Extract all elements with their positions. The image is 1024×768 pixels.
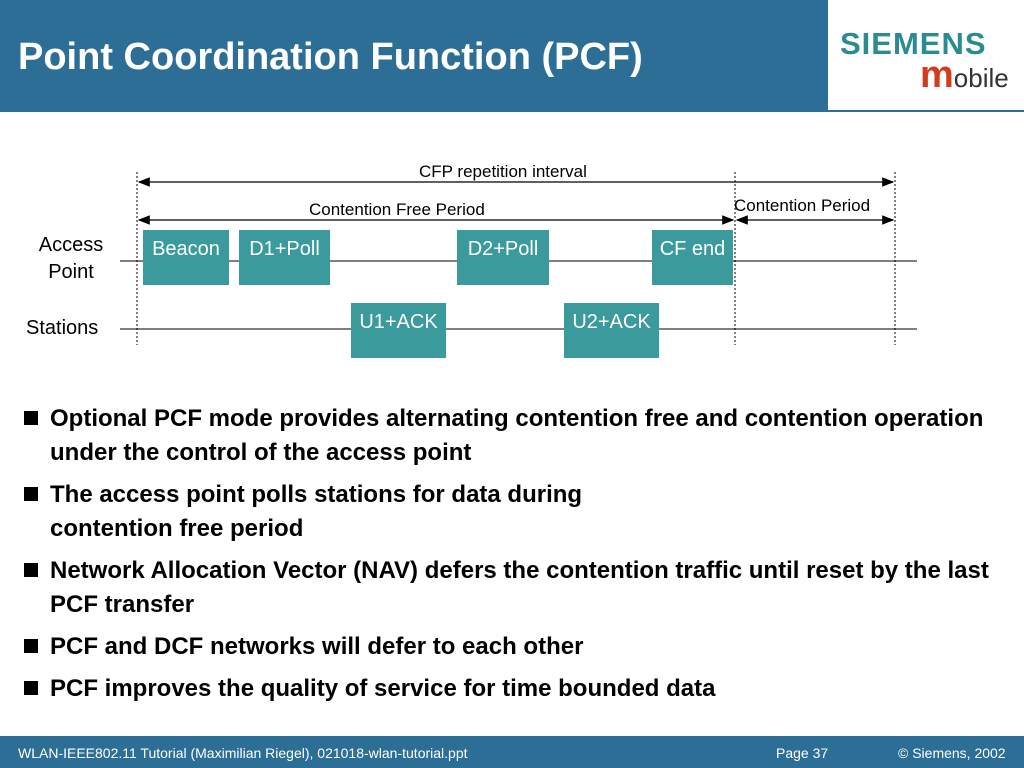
logo-mobile-initial: m bbox=[920, 54, 954, 96]
bullet-square-icon bbox=[24, 639, 38, 653]
bullet-item bbox=[24, 554, 1014, 622]
bullet-square-icon bbox=[24, 487, 38, 501]
bullet-list bbox=[24, 402, 1014, 714]
stations-label: Stations bbox=[26, 317, 99, 339]
bullet-item bbox=[24, 630, 1014, 664]
pcf-timing-diagram bbox=[0, 150, 1024, 370]
bullet-text: PCF improves the quality of service for time bounded data bbox=[50, 675, 716, 702]
beacon-frame: Beacon bbox=[143, 230, 229, 285]
cfp-repetition-label: CFP repetition interval bbox=[419, 162, 587, 181]
contention-free-period-label: Contention Free Period bbox=[309, 200, 485, 219]
bullet-item bbox=[24, 672, 1014, 706]
logo-mobile-rest: obile bbox=[953, 63, 1009, 93]
access-point-label-text: Access Point bbox=[38, 234, 104, 283]
bullet-item bbox=[24, 478, 1014, 546]
cf-end-frame: CF end bbox=[652, 230, 733, 285]
contention-period-label: Contention Period bbox=[734, 196, 871, 215]
d2-poll-frame: D2+Poll bbox=[457, 230, 549, 285]
bullet-text: Optional PCF mode provides alternating contention free and contention operation under the control of the access point bbox=[50, 405, 984, 466]
bullet-square-icon bbox=[24, 411, 38, 425]
footer-page-number: Page 37 bbox=[776, 745, 829, 761]
bullet-text: Network Allocation Vector (NAV) defers the contention traffic until reset by the last PCF transfer bbox=[50, 557, 989, 618]
bullet-square-icon bbox=[24, 681, 38, 695]
logo-mobile-text bbox=[920, 56, 1009, 94]
u1-ack-frame: U1+ACK bbox=[351, 303, 446, 358]
d1-poll-frame: D1+Poll bbox=[239, 230, 330, 285]
footer-document-info: WLAN-IEEE802.11 Tutorial (Maximilian Riegel), 021018-wlan-tutorial.ppt bbox=[18, 745, 468, 761]
bullet-item bbox=[24, 402, 1014, 470]
access-point-label bbox=[28, 232, 114, 286]
slide-header bbox=[0, 0, 828, 110]
slide-footer bbox=[0, 736, 1024, 768]
bullet-text: PCF and DCF networks will defer to each other bbox=[50, 633, 584, 660]
header-rule bbox=[0, 110, 1024, 112]
siemens-mobile-logo bbox=[828, 0, 1024, 110]
bullet-text: The access point polls stations for data during contention free period bbox=[50, 481, 583, 542]
u2-ack-frame: U2+ACK bbox=[564, 303, 659, 358]
slide-title: Point Coordination Function (PCF) bbox=[18, 36, 643, 78]
bullet-square-icon bbox=[24, 563, 38, 577]
logo-brand-text: SIEMENS bbox=[840, 26, 987, 61]
footer-copyright: © Siemens, 2002 bbox=[898, 745, 1006, 761]
